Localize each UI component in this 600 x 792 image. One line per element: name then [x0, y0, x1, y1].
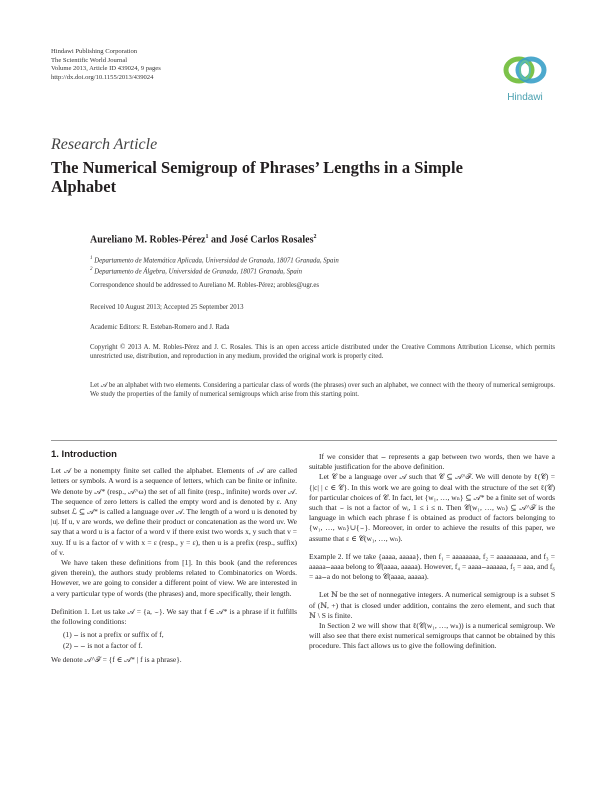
- phrase-set-definition: We denote 𝒜^ℱ = {f ∈ 𝒜* | f is a phrase}.: [51, 655, 182, 665]
- intro-paragraph-1: Let 𝒜 be a nonempty finite set called the alphabet. Elements of 𝒜 are called letters or symbols. A word is a sequence of letters, which can be finite or infinite. We denote by 𝒜* (resp., 𝒜^ω) the set of all finite (resp., infinite) words over 𝒜. The sequence of zero letters is called the empty word and is denoted by ε. Any subset ℒ ⊆ 𝒜* is called a language over 𝒜. The length of a word u is denoted by |u|. If u, v are words, we define their product or concatenation as the word uv. We say that a word u is a factor of a word v if there exist two words x, y such that v = xuy. If u is a factor of v with x = ε (resp., y = ε), then u is a prefix (resp., suffix) of v.: [51, 466, 297, 557]
- right-paragraph-3: Let ℕ be the set of nonnegative integers. A numerical semigroup is a subset S of (ℕ, +) that is closed under addition, contains the zero element, and such that ℕ \ S is finite.: [309, 590, 555, 620]
- section-heading: 1. Introduction: [51, 449, 117, 460]
- condition-2: (2) ⌣ ⌣ is not a factor of f.: [63, 641, 143, 651]
- hindawi-rings-icon: [497, 50, 553, 92]
- affiliation-2-number: 2: [90, 267, 93, 272]
- volume-info: Volume 2013, Article ID 439024, 9 pages: [51, 65, 161, 73]
- affiliation-1-text: Departamento de Matemática Aplicada, Universidad de Granada, 18071 Granada, Spain: [94, 257, 339, 265]
- affiliation-1-number: 1: [90, 256, 93, 261]
- intro-paragraph-2: We have taken these definitions from [1]. In this book (and the references given therein), the authors study problems related to Combinatorics on Words. However, we are going to consider a different point of view. We are interested in a very particular type of words (the phrases) and, more specifically, their length.: [51, 558, 297, 598]
- affiliation-2-text: Departamento de Álgebra, Universidad de Granada, 18071 Granada, Spain: [94, 268, 303, 276]
- author-2-affiliation-mark: 2: [313, 234, 317, 240]
- authors-line: [90, 234, 316, 245]
- author-1: Aureliano M. Robles-Pérez: [90, 234, 206, 246]
- logo-text: Hindawi: [507, 92, 543, 103]
- abstract: Let 𝒜 be an alphabet with two elements. Considering a particular class of words (the phrases) over such an alphabet, we connect with the theory of numerical semigroups. We study the properties of the family of numerical semigroups which arise from this starting point.: [90, 382, 555, 398]
- article-type: Research Article: [51, 136, 158, 153]
- left-column: [51, 450, 297, 665]
- academic-editors: Academic Editors: R. Esteban-Romero and J. Rada: [90, 324, 230, 331]
- author-separator: and: [208, 234, 230, 246]
- definition-1: Definition 1. Let us take 𝒜 = {a, ⌣}. We say that f ∈ 𝒜* is a phrase if it fulfills the following conditions:: [51, 606, 297, 627]
- author-2: José Carlos Rosales: [229, 234, 314, 246]
- article-title: The Numerical Semigroup of Phrases’ Lengths in a Simple Alphabet: [51, 158, 463, 196]
- affiliation-2: [90, 265, 555, 276]
- journal-header: [51, 48, 161, 82]
- hindawi-logo: [497, 50, 553, 108]
- right-paragraph-2: Let 𝒞 be a language over 𝒜 such that 𝒞 ⊆ 𝒜^ℱ. We will denote by ℓ(𝒞) = {|c| | c ∈ 𝒞}. In this work we are going to deal with the structure of the set ℓ(𝒞) for particular choices of 𝒞. In fact, let {w₁, …, wₙ} ⊆ 𝒜* be a finite set of words such that ⌣ is not a factor of wᵢ, 1 ≤ i ≤ n. Then 𝒞(w₁, …, wₙ) ⊆ 𝒜^ℱ is the language in which each phrase f is obtained as product of factors belonging to {w₁, …, wₙ}∪{⌣}. Moreover, in order to achieve the results of this paper, we assume that ε ∈ 𝒞(w₁, …, wₙ).: [309, 472, 555, 543]
- right-column: [309, 452, 555, 652]
- publisher: Hindawi Publishing Corporation: [51, 48, 138, 55]
- correspondence: Correspondence should be addressed to Aureliano M. Robles-Pérez; arobles@ugr.es: [90, 282, 319, 289]
- copyright-notice: Copyright © 2013 A. M. Robles-Pérez and J. C. Rosales. This is an open access article distributed under the Creative Commons Attribution License, which permits unrestricted use, distribution, and reproduction in any medium, provided the original work is properly cited.: [90, 344, 555, 360]
- right-paragraph-1: If we consider that ⌣ represents a gap between two words, then we have a suitable justification for the above definition.: [309, 452, 555, 472]
- condition-1: (1) ⌣ is not a prefix or suffix of f,: [63, 630, 164, 640]
- doi-link[interactable]: http://dx.doi.org/10.1155/2013/439024: [51, 73, 154, 81]
- example-2: Example 2. If we take {aaaa, aaaaa}, then f₁ = aaaaaaaa, f₂ = aaaaaaaaa, and f₃ = aaaaa⌣aaaa belong to 𝒞(aaaa, aaaaa). However, f₄ = aaaa⌣aaaaaa, f₅ = aaa, and f₆ = aa⌣a do not belong to 𝒞(aaaa, aaaaa).: [309, 551, 555, 582]
- received-dates: Received 10 August 2013; Accepted 25 September 2013: [90, 304, 244, 311]
- journal-name: The Scientific World Journal: [51, 56, 128, 64]
- section-divider: [51, 440, 557, 441]
- definition-conditions: [63, 630, 297, 652]
- right-paragraph-4: In Section 2 we will show that ℓ(𝒞(w₁, …, wₙ)) is a numerical semigroup. We will also see that there exist numerical semigroups that cannot be obtained by this procedure. This fact allows us to give the following definition.: [309, 621, 555, 651]
- author-1-affiliation-mark: 1: [205, 234, 209, 240]
- affiliation-1: [90, 254, 555, 265]
